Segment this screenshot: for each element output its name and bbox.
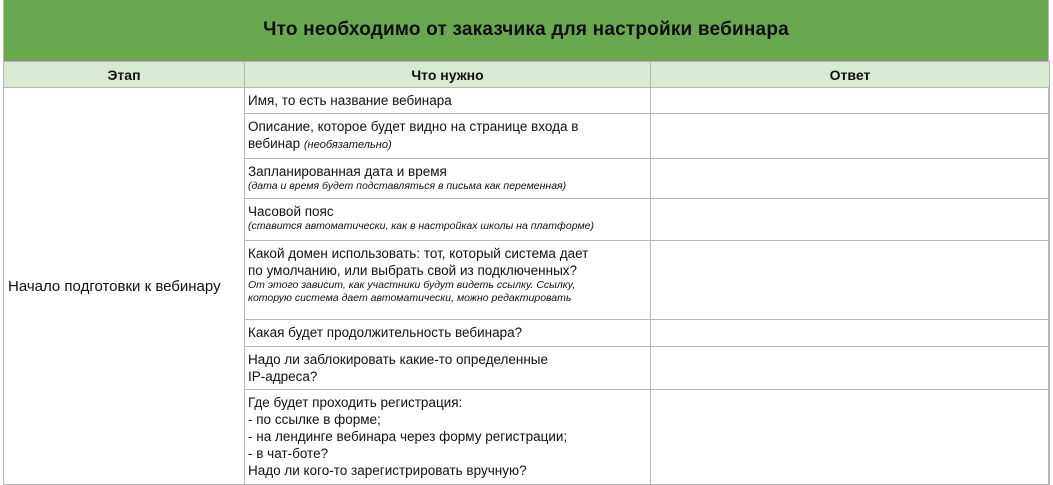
question-cell[interactable] bbox=[245, 241, 651, 320]
stage-cell[interactable]: Начало подготовки к вебинару bbox=[4, 88, 245, 485]
answer-cell[interactable] bbox=[651, 390, 1050, 485]
question-text: Описание, которое будет видно на странице входа в bbox=[248, 119, 579, 134]
answer-cell[interactable] bbox=[651, 241, 1050, 320]
answer-cell[interactable] bbox=[651, 320, 1050, 347]
column-header-what-needed[interactable]: Что нужно bbox=[245, 62, 651, 88]
requirements-table bbox=[3, 61, 1050, 485]
question-text: вебинар bbox=[248, 136, 301, 151]
question-text: Запланированная дата и время bbox=[248, 164, 447, 179]
answer-cell[interactable] bbox=[651, 347, 1050, 390]
column-header-stage[interactable]: Этап bbox=[4, 62, 245, 88]
question-text: Надо ли кого-то зарегистрировать вручную? bbox=[248, 463, 527, 478]
question-text: - в чат-боте? bbox=[248, 446, 329, 461]
question-text: - на лендинге вебинара через форму регистрации; bbox=[248, 429, 568, 444]
column-header-answer[interactable]: Ответ bbox=[651, 62, 1050, 88]
question-note: От этого зависит, как участники будут видеть ссылку. Ссылку, bbox=[248, 279, 576, 291]
spreadsheet bbox=[3, 0, 1049, 485]
question-cell[interactable] bbox=[245, 320, 651, 347]
question-note: (необязательно) bbox=[303, 139, 392, 151]
question-text: Надо ли заблокировать какие-то определенные bbox=[248, 352, 549, 367]
question-text: Какая будет продолжительность вебинара? bbox=[248, 325, 523, 340]
table-row bbox=[4, 88, 1050, 114]
answer-cell[interactable] bbox=[651, 159, 1050, 199]
header-row bbox=[4, 62, 1050, 88]
question-cell[interactable] bbox=[245, 88, 651, 114]
question-text: Часовой пояс bbox=[248, 204, 334, 219]
question-cell[interactable] bbox=[245, 159, 651, 199]
question-text: Где будет проходить регистрация: bbox=[248, 395, 463, 410]
question-note: (ставится автоматически, как в настройках школы на платформе) bbox=[248, 220, 594, 232]
answer-cell[interactable] bbox=[651, 88, 1050, 114]
question-cell[interactable] bbox=[245, 114, 651, 159]
question-note: (дата и время будет подставляться в письма как переменная) bbox=[248, 180, 567, 192]
question-cell[interactable] bbox=[245, 390, 651, 485]
question-text: Какой домен использовать: тот, который система дает bbox=[248, 246, 589, 261]
question-text: IP-адреса? bbox=[248, 369, 318, 384]
question-text: Имя, то есть название вебинара bbox=[248, 93, 452, 108]
sheet-title: Что необходимо от заказчика для настройки вебинара bbox=[4, 0, 1048, 61]
question-cell[interactable] bbox=[245, 199, 651, 241]
answer-cell[interactable] bbox=[651, 199, 1050, 241]
question-text: - по ссылке в форме; bbox=[248, 412, 381, 427]
question-text: по умолчанию, или выбрать свой из подключенных? bbox=[248, 263, 578, 278]
question-note: которую система дает автоматически, можно редактировать bbox=[248, 292, 572, 304]
question-cell[interactable] bbox=[245, 347, 651, 390]
answer-cell[interactable] bbox=[651, 114, 1050, 159]
